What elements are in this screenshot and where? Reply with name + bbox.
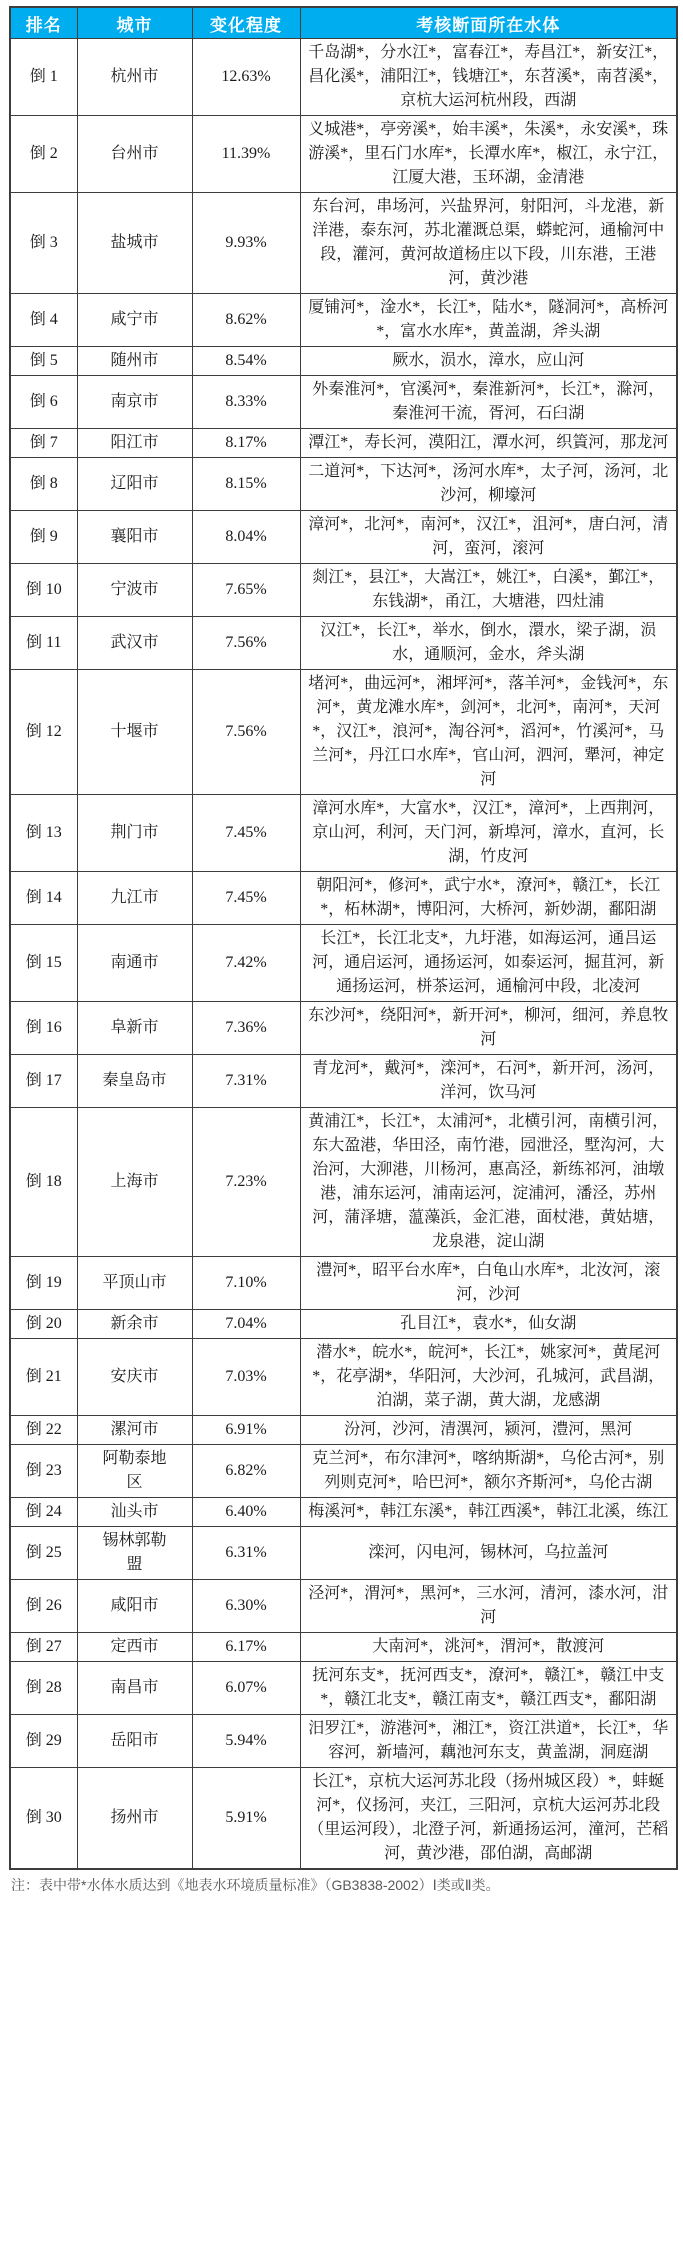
city-cell: 锡林郭勒盟: [77, 1527, 192, 1580]
rank-cell: 倒 5: [10, 347, 77, 376]
waters-cell: 厦铺河*，淦水*，长江*，陆水*，隧洞河*，高桥河*，富水水库*，黄盖湖，斧头湖: [300, 294, 677, 347]
rank-cell: 倒 19: [10, 1257, 77, 1310]
rank-cell: 倒 1: [10, 39, 77, 116]
waters-cell: 漳河水库*，大富水*，汉江*，漳河*，上西荆河，京山河，利河，天门河，新埠河，漳水，直河，长湖，竹皮河: [300, 795, 677, 872]
city-cell: 咸阳市: [77, 1580, 192, 1633]
rank-cell: 倒 17: [10, 1055, 77, 1108]
rank-cell: 倒 7: [10, 429, 77, 458]
table-row: [10, 617, 677, 670]
header-row: [10, 7, 677, 39]
waters-cell: 二道河*，下达河*，汤河水库*，太子河，汤河，北沙河，柳壕河: [300, 458, 677, 511]
header-waters: 考核断面所在水体: [300, 7, 677, 39]
change-cell: 11.39%: [192, 116, 300, 193]
rank-cell: 倒 12: [10, 670, 77, 795]
change-cell: 6.17%: [192, 1633, 300, 1662]
rank-cell: 倒 26: [10, 1580, 77, 1633]
city-cell: 九江市: [77, 872, 192, 925]
change-cell: 7.03%: [192, 1339, 300, 1416]
waters-cell: 漳河*，北河*，南河*，汉江*，沮河*，唐白河，清河，蛮河，滚河: [300, 511, 677, 564]
city-cell: 南京市: [77, 376, 192, 429]
rank-cell: 倒 2: [10, 116, 77, 193]
rank-cell: 倒 30: [10, 1768, 77, 1870]
city-cell: 上海市: [77, 1108, 192, 1257]
table-row: [10, 1002, 677, 1055]
waters-cell: 东沙河*，绕阳河*，新开河*，柳河，细河，养息牧河: [300, 1002, 677, 1055]
waters-cell: 汉江*，长江*，举水，倒水，澴水，梁子湖，涢水，通顺河，金水，斧头湖: [300, 617, 677, 670]
rank-cell: 倒 9: [10, 511, 77, 564]
change-cell: 7.45%: [192, 872, 300, 925]
table-row: [10, 795, 677, 872]
table-row: [10, 1108, 677, 1257]
change-cell: 6.40%: [192, 1498, 300, 1527]
city-cell: 扬州市: [77, 1768, 192, 1870]
city-cell: 盐城市: [77, 193, 192, 294]
city-cell: 辽阳市: [77, 458, 192, 511]
table-row: [10, 116, 677, 193]
table-row: [10, 1527, 677, 1580]
waters-cell: 厥水，涢水，漳水，应山河: [300, 347, 677, 376]
city-cell: 阳江市: [77, 429, 192, 458]
change-cell: 7.31%: [192, 1055, 300, 1108]
waters-cell: 外秦淮河*，官溪河*，秦淮新河*，长江*，滁河，秦淮河干流，胥河，石臼湖: [300, 376, 677, 429]
table-row: [10, 872, 677, 925]
rank-cell: 倒 25: [10, 1527, 77, 1580]
city-cell: 定西市: [77, 1633, 192, 1662]
table-row: [10, 1715, 677, 1768]
city-cell: 南通市: [77, 925, 192, 1002]
change-cell: 7.04%: [192, 1310, 300, 1339]
change-cell: 8.15%: [192, 458, 300, 511]
table-row: [10, 376, 677, 429]
change-cell: 6.07%: [192, 1662, 300, 1715]
waters-cell: 泾河*，渭河*，黑河*，三水河，清河，漆水河，泔河: [300, 1580, 677, 1633]
table-row: [10, 925, 677, 1002]
change-cell: 12.63%: [192, 39, 300, 116]
rank-cell: 倒 16: [10, 1002, 77, 1055]
table-row: [10, 1416, 677, 1445]
waters-cell: 黄浦江*，长江*，太浦河*，北横引河，南横引河，东大盈港，华田泾，南竹港，园泄泾，墅沟河，大治河，大泖港，川杨河，惠高泾，新练祁河，油墩港，浦东运河，浦南运河，淀浦河，潘泾，苏州河，蒲泽塘，蕰藻浜，金汇港，面杖港，黄姑塘，龙泉港，淀山湖: [300, 1108, 677, 1257]
table-row: [10, 193, 677, 294]
rank-cell: 倒 3: [10, 193, 77, 294]
change-cell: 7.36%: [192, 1002, 300, 1055]
change-cell: 6.30%: [192, 1580, 300, 1633]
waters-cell: 汾河，沙河，清潩河，颍河，澧河，黑河: [300, 1416, 677, 1445]
change-cell: 8.54%: [192, 347, 300, 376]
table-body: [10, 39, 677, 1870]
waters-cell: 堵河*，曲远河*，湘坪河*，落羊河*，金钱河*，东河*，黄龙滩水库*，剑河*，北河*，南河*，天河*，汉江*，浪河*，淘谷河*，滔河*，竹溪河*，马兰河*，丹江口水库*，官山河，泗河，犟河，神定河: [300, 670, 677, 795]
city-cell: 襄阳市: [77, 511, 192, 564]
rank-cell: 倒 14: [10, 872, 77, 925]
rank-cell: 倒 21: [10, 1339, 77, 1416]
rank-cell: 倒 6: [10, 376, 77, 429]
waters-cell: 潜水*，皖水*，皖河*，长江*，姚家河*，黄尾河*，花亭湖*，华阳河，大沙河，孔城河，武昌湖，泊湖，菜子湖，黄大湖，龙感湖: [300, 1339, 677, 1416]
change-cell: 7.65%: [192, 564, 300, 617]
change-cell: 6.82%: [192, 1445, 300, 1498]
waters-cell: 汨罗江*，游港河*，湘江*，资江洪道*，长江*，华容河，新墙河，藕池河东支，黄盖湖，洞庭湖: [300, 1715, 677, 1768]
table-row: [10, 429, 677, 458]
rank-cell: 倒 29: [10, 1715, 77, 1768]
city-cell: 岳阳市: [77, 1715, 192, 1768]
change-cell: 7.10%: [192, 1257, 300, 1310]
table-row: [10, 1445, 677, 1498]
table-row: [10, 1257, 677, 1310]
city-cell: 阿勒泰地区: [77, 1445, 192, 1498]
change-cell: 8.17%: [192, 429, 300, 458]
table-row: [10, 1768, 677, 1870]
waters-cell: 义城港*，亭旁溪*，始丰溪*，朱溪*，永安溪*，珠游溪*，里石门水库*，长潭水库*，椒江，永宁江，江厦大港，玉环湖，金清港: [300, 116, 677, 193]
table-row: [10, 564, 677, 617]
city-cell: 新余市: [77, 1310, 192, 1339]
table-row: [10, 1498, 677, 1527]
table-row: [10, 670, 677, 795]
city-cell: 十堰市: [77, 670, 192, 795]
rank-cell: 倒 18: [10, 1108, 77, 1257]
rank-cell: 倒 4: [10, 294, 77, 347]
table-row: [10, 1310, 677, 1339]
rank-cell: 倒 24: [10, 1498, 77, 1527]
waters-cell: 抚河东支*，抚河西支*，潦河*，赣江*，赣江中支*，赣江北支*，赣江南支*，赣江西支*，鄱阳湖: [300, 1662, 677, 1715]
change-cell: 6.31%: [192, 1527, 300, 1580]
rank-cell: 倒 23: [10, 1445, 77, 1498]
waters-cell: 朝阳河*，修河*，武宁水*，潦河*，赣江*，长江*，柘林湖*，博阳河，大桥河，新妙湖，鄱阳湖: [300, 872, 677, 925]
rank-cell: 倒 28: [10, 1662, 77, 1715]
city-cell: 宁波市: [77, 564, 192, 617]
city-cell: 漯河市: [77, 1416, 192, 1445]
change-cell: 7.23%: [192, 1108, 300, 1257]
rank-cell: 倒 27: [10, 1633, 77, 1662]
city-cell: 阜新市: [77, 1002, 192, 1055]
change-cell: 8.04%: [192, 511, 300, 564]
table-row: [10, 458, 677, 511]
waters-cell: 澧河*，昭平台水库*，白龟山水库*，北汝河，滚河，沙河: [300, 1257, 677, 1310]
city-cell: 武汉市: [77, 617, 192, 670]
rank-cell: 倒 13: [10, 795, 77, 872]
waters-cell: 潭江*，寿长河，漠阳江，潭水河，织篢河，那龙河: [300, 429, 677, 458]
waters-cell: 长江*，长江北支*，九圩港，如海运河，通吕运河，通启运河，通扬运河，如泰运河，掘苴河，新通扬运河，栟茶运河，通榆河中段，北凌河: [300, 925, 677, 1002]
change-cell: 8.62%: [192, 294, 300, 347]
waters-cell: 滦河，闪电河，锡林河，乌拉盖河: [300, 1527, 677, 1580]
table-row: [10, 1580, 677, 1633]
change-cell: 7.42%: [192, 925, 300, 1002]
header-change: 变化程度: [192, 7, 300, 39]
footnote: 注：表中带*水体水质达到《地表水环境质量标准》（GB3838-2002）Ⅰ类或Ⅱ类。: [11, 1877, 500, 1893]
change-cell: 9.93%: [192, 193, 300, 294]
table-row: [10, 294, 677, 347]
waters-cell: 长江*，京杭大运河苏北段（扬州城区段）*，蚌蜒河*，仪扬河，夹江，三阳河，京杭大运河苏北段（里运河段），北澄子河，新通扬运河，潼河，芒稻河，黄沙港，邵伯湖，高邮湖: [300, 1768, 677, 1870]
city-cell: 咸宁市: [77, 294, 192, 347]
waters-cell: 克兰河*，布尔津河*，喀纳斯湖*，乌伦古河*，别列则克河*，哈巴河*，额尔齐斯河*，乌伦古湖: [300, 1445, 677, 1498]
table-row: [10, 511, 677, 564]
table-row: [10, 1339, 677, 1416]
change-cell: 7.45%: [192, 795, 300, 872]
city-cell: 台州市: [77, 116, 192, 193]
waters-cell: 青龙河*，戴河*，滦河*，石河*，新开河，汤河，洋河，饮马河: [300, 1055, 677, 1108]
rank-cell: 倒 10: [10, 564, 77, 617]
change-cell: 6.91%: [192, 1416, 300, 1445]
city-cell: 安庆市: [77, 1339, 192, 1416]
table-row: [10, 39, 677, 116]
city-cell: 南昌市: [77, 1662, 192, 1715]
waters-cell: 剡江*，县江*，大嵩江*，姚江*，白溪*，鄞江*，东钱湖*，甬江，大塘港，四灶浦: [300, 564, 677, 617]
waters-cell: 孔目江*，袁水*，仙女湖: [300, 1310, 677, 1339]
rank-cell: 倒 8: [10, 458, 77, 511]
city-cell: 随州市: [77, 347, 192, 376]
rank-cell: 倒 11: [10, 617, 77, 670]
header-rank: 排名: [10, 7, 77, 39]
city-cell: 荆门市: [77, 795, 192, 872]
waters-cell: 千岛湖*，分水江*，富春江*，寿昌江*，新安江*，昌化溪*，浦阳江*，钱塘江*，东苕溪*，南苕溪*，京杭大运河杭州段，西湖: [300, 39, 677, 116]
change-cell: 5.91%: [192, 1768, 300, 1870]
rank-cell: 倒 20: [10, 1310, 77, 1339]
table-row: [10, 1662, 677, 1715]
change-cell: 5.94%: [192, 1715, 300, 1768]
change-cell: 7.56%: [192, 617, 300, 670]
city-cell: 杭州市: [77, 39, 192, 116]
table-row: [10, 347, 677, 376]
waters-cell: 大南河*，洮河*，渭河*，散渡河: [300, 1633, 677, 1662]
city-cell: 秦皇岛市: [77, 1055, 192, 1108]
city-cell: 平顶山市: [77, 1257, 192, 1310]
header-city: 城市: [77, 7, 192, 39]
city-water-quality-rank-table: [9, 6, 678, 1870]
table-row: [10, 1055, 677, 1108]
change-cell: 8.33%: [192, 376, 300, 429]
change-cell: 7.56%: [192, 670, 300, 795]
waters-cell: 梅溪河*，韩江东溪*，韩江西溪*，韩江北溪，练江: [300, 1498, 677, 1527]
rank-cell: 倒 22: [10, 1416, 77, 1445]
rank-cell: 倒 15: [10, 925, 77, 1002]
table-row: [10, 1633, 677, 1662]
city-cell: 汕头市: [77, 1498, 192, 1527]
waters-cell: 东台河，串场河，兴盐界河，射阳河，斗龙港，新洋港，泰东河，苏北灌溉总渠，蟒蛇河，通榆河中段，灌河，黄河故道杨庄以下段，川东港，王港河，黄沙港: [300, 193, 677, 294]
